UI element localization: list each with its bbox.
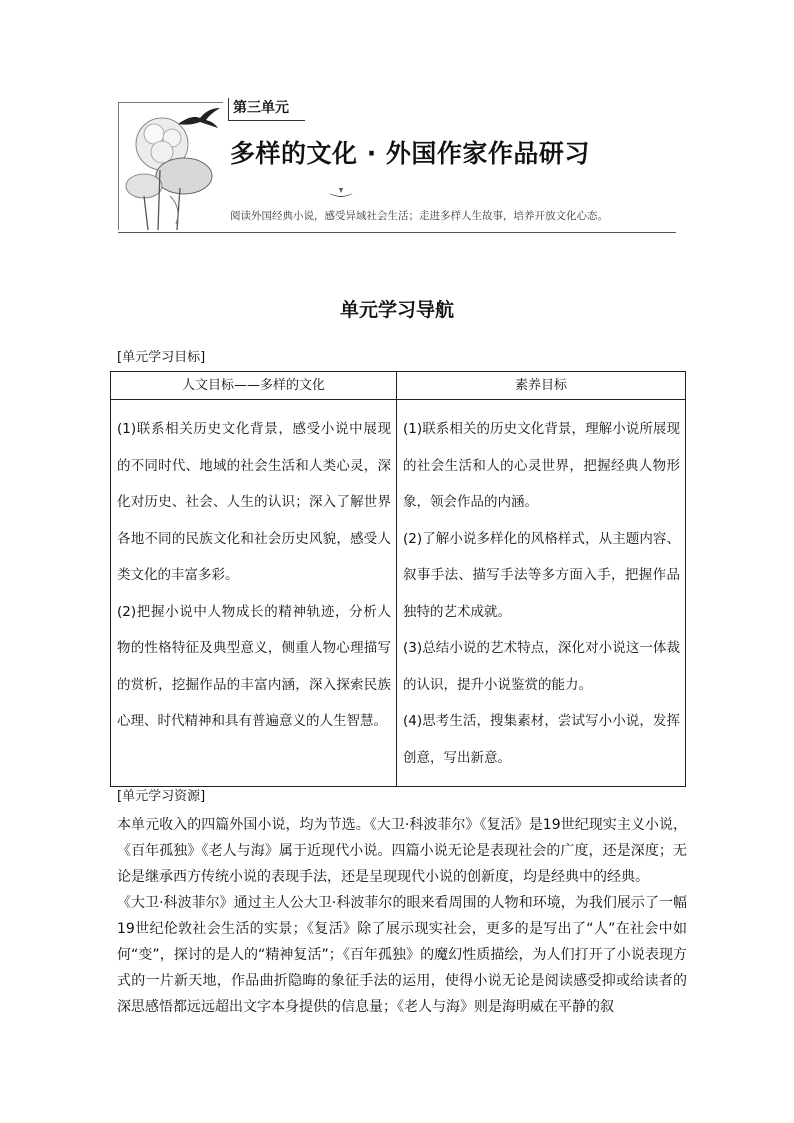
humanities-goal-cell [111, 400, 397, 787]
page-title: 单元学习导航 [339, 299, 454, 321]
literacy-goal-3: (3)总结小说的艺术特点，深化对小说这一体裁的认识，提升小说鉴赏的能力。 [403, 640, 680, 693]
literacy-goal-2: (2)了解小说多样化的风格样式，从主题内容、叙事手法、描写手法等多方面入手，把握作品独特的艺术成就。 [403, 530, 680, 620]
resources-paragraph-1: 本单元收入的四篇外国小说，均为节选。《大卫·科波菲尔》《复活》是19世纪现实主义小说，《百年孤独》《老人与海》属于近现代小说。四篇小说无论是表现社会的广度，还是深度；无论是继承西方传统小说的表现手法，还是呈现现代小说的创新度，均是经典中的经典。 [117, 817, 687, 885]
humanities-goal-header: 人文目标——多样的文化 [111, 372, 397, 400]
swallow-illustration [288, 203, 289, 204]
goals-table [110, 371, 686, 787]
banner-frame-left [118, 102, 119, 230]
unit-subtitle: 阅读外国经典小说，感受异域社会生活；走进多样人生故事，培养开放文化心态。 [230, 210, 608, 222]
unit-banner [118, 98, 676, 233]
resources-paragraph-2: 《大卫·科波菲尔》通过主人公大卫·科波菲尔的眼来看周围的人物和环境，为我们展示了一幅19世纪伦敦社会生活的实景；《复活》除了展示现实社会，更多的是写出了“人”在社会中如何“变”，探讨的是人的“精神复活”；《百年孤独》的魔幻性质描绘，为人们打开了小说表现方式的一片新天地，作品曲折隐晦的象征手法的运用，使得小说无论是阅读感受抑或给读者的深思感悟都远远超出文字本身提供的信息量；《老人与海》则是海明威在平静的叙 [117, 895, 687, 1015]
unit-label: 第三单元 [228, 98, 305, 121]
literacy-goal-4: (4)思考生活，搜集素材，尝试写小小说，发挥创意，写出新意。 [403, 713, 680, 766]
banner-frame-top [118, 102, 223, 103]
boat-icon [328, 186, 354, 198]
literacy-goal-cell [397, 400, 686, 787]
humanities-goal-1: (1)联系相关历史文化背景，感受小说中展现的不同时代、地域的社会生活和人类心灵，深化对历史、社会、人生的认识；深入了解世界各地不同的民族文化和社会历史风貌，感受人类文化的丰富多彩。 [117, 421, 391, 583]
swallow-icon [176, 106, 222, 130]
goals-section-label: [单元学习目标] [117, 350, 206, 365]
literacy-goal-1: (1)联系相关的历史文化背景，理解小说所展现的社会生活和人的心灵世界，把握经典人物形象，领会作品的内涵。 [403, 421, 680, 510]
resources-body [117, 812, 687, 1020]
resources-section-label: [单元学习资源] [117, 789, 206, 804]
unit-title: 多样的文化 · 外国作家作品研习 [230, 139, 590, 168]
literacy-goal-header: 素养目标 [397, 372, 686, 400]
humanities-goal-2: (2)把握小说中人物成长的精神轨迹，分析人物的性格特征及典型意义，侧重人物心理描写的赏析，挖掘作品的丰富内涵，深入探索民族心理、时代精神和具有普遍意义的人生智慧。 [117, 603, 391, 729]
